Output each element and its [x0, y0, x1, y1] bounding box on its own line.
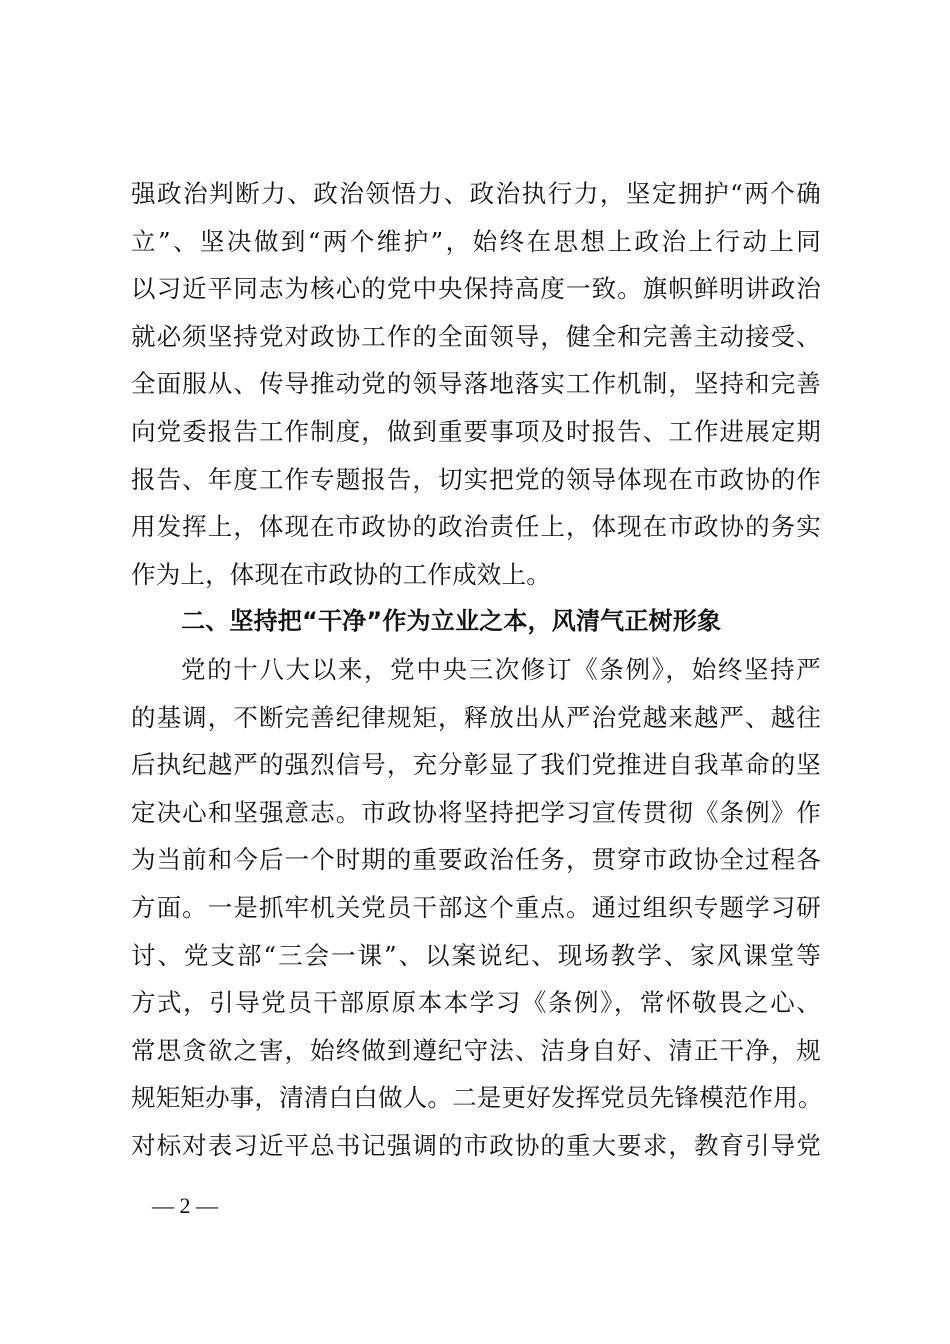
paragraph-1-line: 作为上，体现在市政协的工作成效上。 [131, 559, 551, 589]
paragraph-2-line: 的基调，不断完善纪律规矩，释放出从严治党越来越严、越往 [131, 702, 821, 732]
paragraph-2-line: 讨、党支部“三会一课”、以案说纪、现场教学、家风课堂等 [131, 940, 821, 970]
section-heading: 二、坚持把“干净”作为立业之本，风清气正树形象 [181, 607, 722, 636]
paragraph-1-line: 全面服从、传导推动党的领导落地落实工作机制，坚持和完善 [131, 369, 821, 399]
paragraph-2-line: 常思贪欲之害，始终做到遵纪守法、洁身自好、清正干净，规 [131, 1035, 821, 1065]
paragraph-1-line: 立”、坚决做到“两个维护”，始终在思想上政治上行动上同 [131, 226, 821, 256]
paragraph-2-line: 党的十八大以来，党中央三次修订《条例》，始终坚持严 [181, 654, 821, 684]
paragraph-1-line: 向党委报告工作制度，做到重要事项及时报告、工作进展定期 [131, 416, 821, 446]
paragraph-1-line: 报告、年度工作专题报告，切实把党的领导体现在市政协的作 [131, 464, 821, 494]
paragraph-2-line: 定决心和坚强意志。市政协将坚持把学习宣传贯彻《条例》作 [131, 797, 821, 827]
paragraph-2-line: 后执纪越严的强烈信号，充分彰显了我们党推进自我革命的坚 [131, 750, 821, 780]
paragraph-2-line: 规矩矩办事，清清白白做人。二是更好发挥党员先锋模范作用。 [131, 1083, 823, 1113]
paragraph-2-line: 为当前和今后一个时期的重要政治任务，贯穿市政协全过程各 [131, 845, 821, 875]
paragraph-1-line: 强政治判断力、政治领悟力、政治执行力，坚定拥护“两个确 [131, 179, 821, 208]
paragraph-2-line: 对标对表习近平总书记强调的市政协的重大要求，教育引导党 [131, 1130, 821, 1160]
paragraph-1-line: 以习近平同志为核心的党中央保持高度一致。旗帜鲜明讲政治 [131, 274, 821, 304]
paragraph-2-line: 方面。一是抓牢机关党员干部这个重点。通过组织专题学习研 [131, 892, 821, 922]
paragraph-1-line: 就必须坚持党对政协工作的全面领导，健全和完善主动接受、 [131, 321, 821, 351]
paragraph-1-line: 用发挥上，体现在市政协的政治责任上，体现在市政协的务实 [131, 512, 821, 542]
page-number: — 2 — [152, 1193, 218, 1218]
paragraph-2-line: 方式，引导党员干部原原本本学习《条例》，常怀敬畏之心、 [131, 988, 821, 1018]
paragraph-1 [131, 170, 821, 1169]
